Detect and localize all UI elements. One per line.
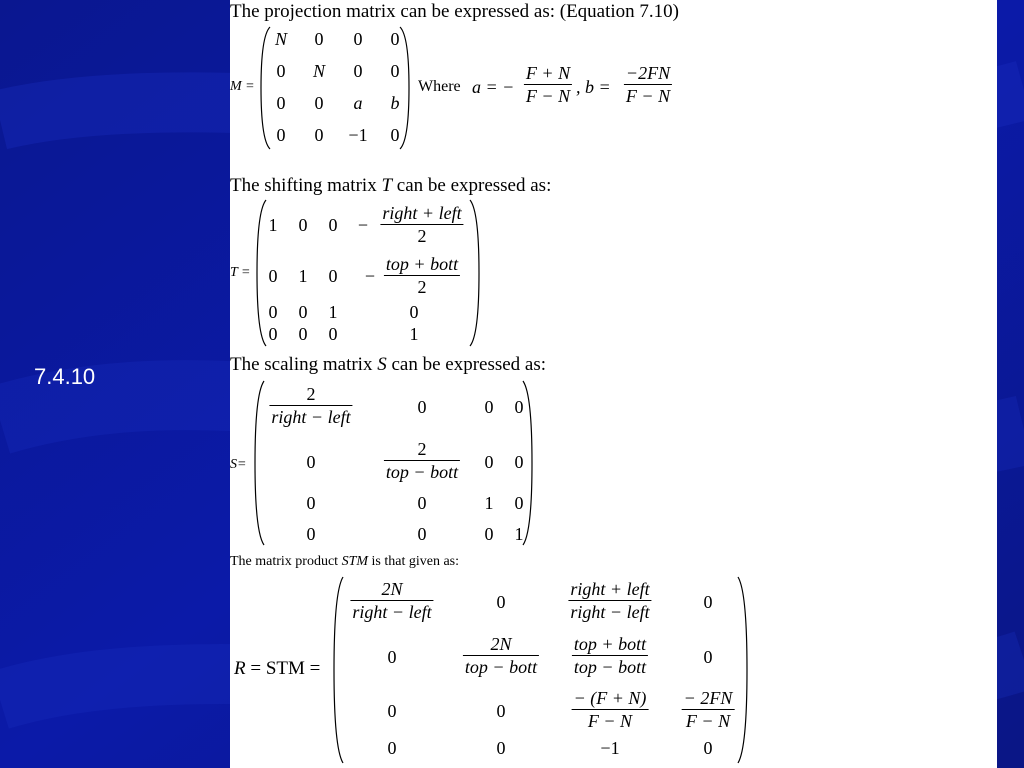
shifting-lead (230, 175, 551, 197)
product-r1c-denominator: right − left (570, 602, 650, 622)
projection-cell: b (390, 93, 400, 113)
projection-cell: 0 (353, 61, 363, 81)
projection-cell: 0 (314, 93, 324, 113)
product-cell: 0 (496, 701, 506, 721)
shifting-cell: 0 (298, 215, 308, 235)
product-r2c-denominator: top − bott (573, 657, 647, 677)
product-r2c-numerator: top + bott (573, 634, 647, 654)
product-r2b-numerator: 2N (463, 633, 539, 656)
shifting-cell: 1 (298, 266, 308, 286)
shifting-left-bracket (256, 199, 268, 347)
shifting-cell: 0 (409, 302, 419, 322)
slide-number: 7.4.10 (34, 364, 96, 389)
scaling-cell: 1 (484, 493, 494, 513)
scaling-lead-var: S (377, 354, 387, 375)
scaling-cell: 0 (484, 452, 494, 472)
b-fraction (624, 62, 672, 107)
shifting-cell: 0 (298, 302, 308, 322)
scaling-r1-fraction (269, 383, 352, 428)
scaling-lead-prefix: The scaling matrix (230, 354, 378, 375)
scaling-cell: 0 (417, 524, 427, 544)
product-lead-suffix: is that given as: (368, 554, 460, 569)
scaling-cell: 0 (484, 397, 494, 417)
product-r3c-denominator: F − N (587, 711, 633, 731)
shifting-lead-suffix: can be expressed as: (392, 175, 552, 196)
shifting-cell: 0 (268, 302, 278, 322)
b-denominator: F − N (625, 86, 671, 106)
scaling-cell: 0 (417, 493, 427, 513)
shifting-minus: − (357, 215, 369, 235)
shifting-cell: 0 (268, 324, 278, 344)
projection-cell: 0 (390, 29, 400, 49)
product-r2b-denominator: top − bott (464, 657, 538, 677)
scaling-left-bracket (254, 380, 266, 546)
scaling-cell: 0 (484, 524, 494, 544)
product-r1a-denominator: right − left (352, 602, 432, 622)
shifting-cell: 0 (328, 215, 338, 235)
projection-cell: 0 (314, 29, 324, 49)
projection-cell: 0 (314, 125, 324, 145)
scaling-r2-denominator: top − bott (385, 462, 459, 482)
scaling-lead-suffix: can be expressed as: (386, 354, 547, 375)
product-r1a-fraction (350, 578, 433, 623)
shifting-right-bracket (468, 199, 480, 347)
shifting-r2-fraction (384, 253, 460, 298)
product-r1c-fraction (568, 578, 651, 623)
a-fraction (524, 62, 572, 107)
scaling-matrix-label: S= (230, 457, 247, 472)
shifting-cell: 0 (328, 266, 338, 286)
scaling-cell: 0 (417, 397, 427, 417)
shifting-r1-numerator: right + left (382, 203, 462, 223)
projection-cell: a (353, 93, 363, 113)
scaling-cell: 0 (306, 493, 316, 513)
shifting-minus: − (364, 266, 376, 286)
projection-cell: 0 (353, 29, 363, 49)
product-cell: 0 (387, 647, 397, 667)
product-label-var: R (234, 658, 246, 679)
shifting-r1-fraction (380, 202, 463, 247)
product-r1a-numerator: 2N (350, 578, 433, 601)
product-r3c-numerator: − (F + N) (573, 688, 647, 708)
shifting-r2-denominator: 2 (417, 277, 427, 297)
product-r2b-fraction (463, 633, 539, 678)
product-lead-prefix: The matrix product (230, 554, 342, 569)
product-r2c-fraction (572, 633, 648, 678)
b-numerator: −2FN (625, 63, 671, 83)
product-lead (230, 554, 459, 570)
product-label-rest: = STM = (245, 658, 321, 679)
shifting-cell: 0 (268, 266, 278, 286)
product-cell: −1 (600, 738, 620, 758)
shifting-cell: 1 (409, 324, 419, 344)
projection-lead: The projection matrix can be expressed as: (Equation 7.10) (230, 1, 679, 22)
shifting-cell: 0 (298, 324, 308, 344)
product-lead-var: STM (341, 554, 369, 569)
scaling-cell: 0 (514, 397, 524, 417)
product-r3d-denominator: F − N (685, 711, 731, 731)
scaling-r2-fraction (384, 438, 460, 483)
shifting-lead-var: T (381, 175, 393, 196)
product-cell: 0 (703, 592, 713, 612)
projection-cell: 0 (276, 61, 286, 81)
shifting-cell: 1 (328, 302, 338, 322)
product-left-bracket (333, 576, 345, 764)
shifting-matrix-label: T = (230, 265, 251, 280)
scaling-cell: 0 (306, 452, 316, 472)
scaling-r2-numerator: 2 (384, 438, 460, 461)
scaling-cell: 0 (306, 524, 316, 544)
shifting-r1-denominator: 2 (417, 226, 427, 246)
projection-cell: 0 (276, 125, 286, 145)
product-r3d-fraction (682, 687, 735, 732)
a-denominator: F − N (525, 86, 571, 106)
product-cell: 0 (496, 738, 506, 758)
product-cell: 0 (387, 738, 397, 758)
scaling-cell: 0 (514, 493, 524, 513)
product-cell: 0 (703, 738, 713, 758)
shifting-cell: 1 (268, 215, 278, 235)
product-r1c-numerator: right + left (570, 579, 650, 599)
scaling-cell: 1 (514, 524, 524, 544)
a-numerator: F + N (525, 63, 571, 83)
projection-cell: 0 (390, 61, 400, 81)
product-matrix-label (234, 658, 320, 680)
projection-cell: N (274, 29, 288, 49)
projection-cell: 0 (390, 125, 400, 145)
scaling-cell: 0 (514, 452, 524, 472)
projection-matrix-label: M = (230, 79, 255, 94)
product-right-bracket (736, 576, 748, 764)
projection-cell: −1 (348, 125, 368, 145)
product-cell: 0 (703, 647, 713, 667)
product-cell: 0 (387, 701, 397, 721)
projection-cell: N (312, 61, 326, 81)
product-cell: 0 (496, 592, 506, 612)
projection-right-bracket (398, 26, 410, 150)
b-definition: , b = (576, 77, 611, 97)
projection-left-bracket (260, 26, 272, 150)
product-r3d-numerator: − 2FN (683, 688, 733, 708)
scaling-lead (230, 354, 546, 376)
shifting-lead-prefix: The shifting matrix (230, 175, 382, 196)
product-r3c-fraction (572, 687, 649, 732)
scaling-r1-numerator: 2 (269, 383, 352, 406)
shifting-cell: 0 (328, 324, 338, 344)
equation-panel (230, 0, 997, 768)
a-definition: a = − (472, 77, 515, 97)
scaling-r1-denominator: right − left (271, 407, 351, 427)
shifting-r2-numerator: top + bott (385, 254, 459, 274)
where-label: Where (418, 78, 461, 95)
projection-cell: 0 (276, 93, 286, 113)
